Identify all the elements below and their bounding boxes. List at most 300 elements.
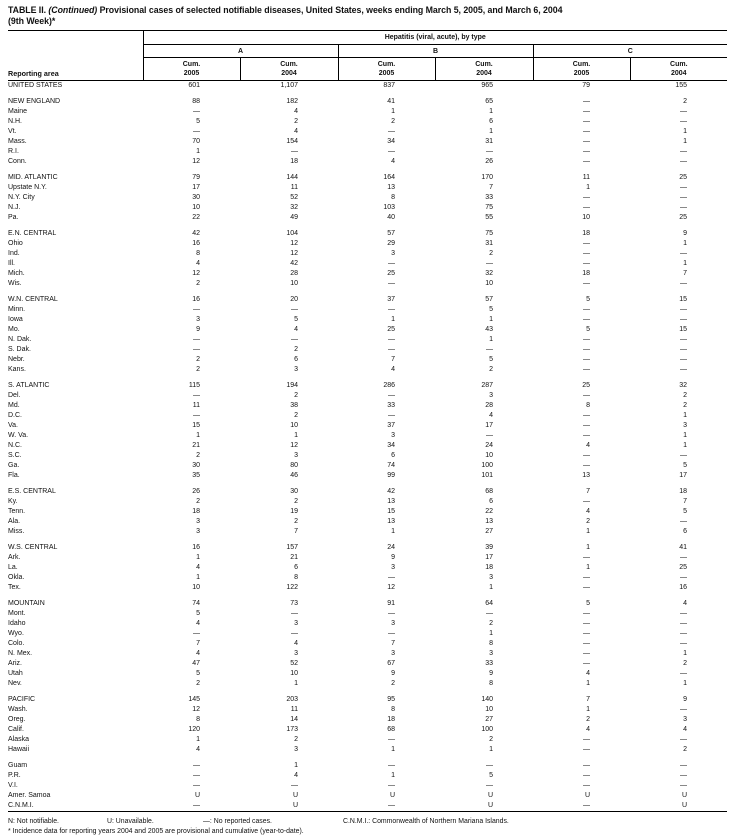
value-cell: 7: [294, 528, 298, 535]
area-cell: Ariz.: [8, 660, 22, 667]
value-cell: 52: [290, 660, 298, 667]
value-cell: 75: [485, 230, 493, 237]
table-row: [8, 213, 727, 223]
value-cell: 2: [489, 366, 493, 373]
value-cell: 46: [290, 472, 298, 479]
table-row: [8, 705, 727, 715]
value-cell: 10: [485, 280, 493, 287]
value-cell: —: [680, 452, 688, 459]
value-cell: 8: [489, 640, 493, 647]
value-cell: 18: [485, 564, 493, 571]
value-cell: 115: [188, 382, 200, 389]
value-cell: 16: [192, 296, 200, 303]
value-cell: 37: [387, 296, 395, 303]
table-row: [8, 345, 727, 355]
subgroup-header-a: A: [143, 45, 338, 58]
value-cell: 30: [192, 194, 200, 201]
value-cell: 1: [683, 128, 688, 135]
value-cell: 73: [290, 600, 298, 607]
value-cell: 4: [294, 108, 298, 115]
value-cell: 104: [286, 230, 298, 237]
value-cell: —: [583, 158, 590, 165]
value-cell: —: [680, 118, 688, 125]
table-row: [8, 193, 727, 203]
value-cell: 10: [290, 280, 298, 287]
value-cell: —: [680, 366, 688, 373]
value-cell: —: [583, 392, 590, 399]
value-cell: 10: [485, 706, 493, 713]
table-row: [8, 517, 727, 527]
value-cell: 31: [485, 240, 493, 247]
value-cell: —: [583, 610, 590, 617]
value-cell: 155: [675, 82, 688, 89]
value-cell: 3: [391, 620, 395, 627]
table-row: [8, 593, 727, 609]
value-cell: 47: [192, 660, 200, 667]
value-cell: 18: [582, 270, 590, 277]
value-cell: 27: [485, 528, 493, 535]
value-cell: 22: [192, 214, 200, 221]
table-row: [8, 689, 727, 705]
value-cell: 3: [294, 452, 298, 459]
area-cell: N.J.: [8, 204, 21, 211]
area-cell: W.S. CENTRAL: [8, 544, 58, 551]
value-cell: 3: [294, 620, 298, 627]
value-cell: 3: [294, 746, 298, 753]
value-cell: 29: [387, 240, 395, 247]
table-row: [8, 259, 727, 269]
value-cell: —: [680, 772, 688, 779]
value-cell: 18: [387, 716, 395, 723]
value-cell: 33: [485, 660, 493, 667]
value-cell: 2: [391, 118, 395, 125]
table-row: [8, 441, 727, 451]
value-cell: —: [583, 462, 590, 469]
value-cell: 2: [294, 518, 298, 525]
area-cell: Okla.: [8, 574, 25, 581]
value-cell: —: [193, 108, 200, 115]
table-row: [8, 411, 727, 421]
value-cell: 14: [290, 716, 298, 723]
value-cell: 25: [679, 174, 688, 181]
value-cell: 1: [489, 108, 493, 115]
table-row: [8, 537, 727, 553]
value-cell: —: [680, 346, 688, 353]
value-cell: —: [680, 610, 688, 617]
value-cell: 7: [683, 270, 688, 277]
value-cell: 1: [683, 260, 688, 267]
value-cell: 4: [683, 726, 688, 733]
value-cell: 30: [290, 488, 298, 495]
value-cell: —: [583, 280, 590, 287]
value-cell: —: [388, 128, 395, 135]
value-cell: —: [388, 630, 395, 637]
value-cell: 1: [683, 650, 688, 657]
value-cell: 7: [196, 640, 200, 647]
value-cell: 67: [387, 660, 395, 667]
table-row: [8, 553, 727, 563]
value-cell: 1: [196, 736, 200, 743]
value-cell: 16: [192, 544, 200, 551]
value-cell: —: [193, 392, 200, 399]
value-cell: —: [680, 194, 688, 201]
value-cell: —: [388, 762, 395, 769]
value-cell: —: [388, 610, 395, 617]
value-cell: 194: [286, 382, 298, 389]
table-row: [8, 355, 727, 365]
value-cell: 75: [485, 204, 493, 211]
value-cell: 8: [489, 680, 493, 687]
value-cell: —: [388, 148, 395, 155]
area-cell: Colo.: [8, 640, 25, 647]
value-cell: —: [680, 306, 688, 313]
area-cell: R.I.: [8, 148, 19, 155]
area-cell: E.S. CENTRAL: [8, 488, 56, 495]
value-cell: 9: [391, 554, 395, 561]
value-cell: 4: [196, 650, 200, 657]
value-cell: 5: [586, 326, 590, 333]
area-cell: Mich.: [8, 270, 25, 277]
value-cell: 1: [391, 746, 395, 753]
value-cell: —: [388, 346, 395, 353]
table-row: [8, 421, 727, 431]
value-cell: 3: [196, 316, 200, 323]
area-cell: NEW ENGLAND: [8, 98, 61, 105]
table-row: [8, 791, 727, 801]
disease-table: [8, 30, 727, 812]
area-cell: Ala.: [8, 518, 21, 525]
title-table-number: TABLE II.: [8, 5, 49, 15]
value-cell: 12: [290, 250, 298, 257]
value-cell: —: [291, 306, 298, 313]
value-cell: 17: [679, 472, 688, 479]
value-cell: 3: [391, 650, 395, 657]
value-cell: 5: [196, 610, 200, 617]
area-cell: Hawaii: [8, 746, 30, 753]
cum-header-c-2005: Cum. 2005: [533, 58, 630, 81]
footnote-legend: [8, 817, 727, 827]
area-cell: Minn.: [8, 306, 26, 313]
table-row: [8, 223, 727, 239]
value-cell: 32: [290, 204, 298, 211]
value-cell: 2: [586, 518, 590, 525]
area-cell: La.: [8, 564, 18, 571]
value-cell: 4: [683, 600, 688, 607]
value-cell: 1: [683, 680, 688, 687]
value-cell: 2: [196, 680, 200, 687]
value-cell: 41: [679, 544, 688, 551]
value-cell: 11: [192, 402, 200, 409]
value-cell: 144: [286, 174, 298, 181]
area-cell: N. Mex.: [8, 650, 33, 657]
value-cell: 11: [582, 174, 590, 181]
value-cell: —: [680, 736, 688, 743]
area-cell: C.N.M.I.: [8, 802, 34, 809]
value-cell: —: [680, 706, 688, 713]
area-cell: Tex.: [8, 584, 21, 591]
value-cell: 2: [294, 392, 298, 399]
value-cell: 91: [387, 600, 395, 607]
area-cell: D.C.: [8, 412, 22, 419]
value-cell: —: [583, 452, 590, 459]
legend-cnmi: C.N.M.I.: Commonwealth of Northern Mariana Islands.: [343, 818, 509, 825]
value-cell: 5: [683, 462, 688, 469]
value-cell: —: [291, 336, 298, 343]
subgroup-header-b: B: [338, 45, 533, 58]
table-row: [8, 375, 727, 391]
area-cell: Maine: [8, 108, 28, 115]
value-cell: —: [583, 366, 590, 373]
table-row: [8, 573, 727, 583]
title-line-2: (9th Week)*: [8, 16, 56, 26]
area-cell: W. Va.: [8, 432, 29, 439]
value-cell: —: [388, 736, 395, 743]
value-cell: 3: [683, 716, 688, 723]
value-cell: —: [583, 630, 590, 637]
value-cell: 2: [489, 736, 493, 743]
value-cell: 4: [196, 564, 200, 571]
area-cell: MOUNTAIN: [8, 600, 45, 607]
value-cell: 10: [290, 422, 298, 429]
value-cell: —: [388, 336, 395, 343]
value-cell: —: [583, 118, 590, 125]
value-cell: 1: [391, 528, 395, 535]
value-cell: —: [193, 306, 200, 313]
value-cell: 30: [192, 462, 200, 469]
value-cell: —: [193, 630, 200, 637]
value-cell: 3: [391, 564, 395, 571]
value-cell: 8: [196, 716, 200, 723]
value-cell: 2: [586, 716, 590, 723]
table-row: [8, 279, 727, 289]
value-cell: —: [680, 762, 688, 769]
value-cell: 1: [489, 584, 493, 591]
value-cell: —: [583, 584, 590, 591]
value-cell: 12: [192, 270, 200, 277]
value-cell: 2: [196, 280, 200, 287]
area-cell: Upstate N.Y.: [8, 184, 47, 191]
area-cell: Kans.: [8, 366, 26, 373]
value-cell: 1: [196, 554, 200, 561]
value-cell: —: [680, 356, 688, 363]
area-cell: Nebr.: [8, 356, 25, 363]
table-row: [8, 527, 727, 537]
value-cell: 2: [391, 680, 395, 687]
area-cell: Tenn.: [8, 508, 26, 515]
value-cell: 287: [481, 382, 493, 389]
value-cell: —: [388, 412, 395, 419]
value-cell: 49: [290, 214, 298, 221]
value-cell: —: [680, 630, 688, 637]
area-cell: Ky.: [8, 498, 18, 505]
table-row: [8, 679, 727, 689]
value-cell: 5: [489, 306, 493, 313]
title-continued-label: (Continued): [48, 5, 98, 15]
area-cell: Mo.: [8, 326, 20, 333]
value-cell: 18: [290, 158, 298, 165]
value-cell: 1: [586, 184, 590, 191]
value-cell: 9: [683, 696, 688, 703]
value-cell: 3: [391, 432, 395, 439]
value-cell: 6: [489, 498, 493, 505]
table-row: [8, 157, 727, 167]
value-cell: 1: [586, 544, 590, 551]
table-row: [8, 669, 727, 679]
value-cell: 182: [286, 98, 298, 105]
value-cell: —: [583, 802, 590, 809]
value-cell: 13: [387, 498, 395, 505]
value-cell: —: [486, 782, 493, 789]
value-cell: —: [583, 782, 590, 789]
area-cell: Utah: [8, 670, 23, 677]
legend-unavailable: U: Unavailable.: [107, 818, 154, 825]
area-cell: Oreg.: [8, 716, 26, 723]
value-cell: 11: [290, 706, 298, 713]
table-row: [8, 325, 727, 335]
value-cell: 170: [481, 174, 493, 181]
value-cell: 5: [586, 296, 590, 303]
table-row: [8, 401, 727, 411]
value-cell: 28: [485, 402, 493, 409]
value-cell: 13: [387, 184, 395, 191]
reporting-area-header: Reporting area: [8, 31, 143, 81]
value-cell: 25: [679, 214, 688, 221]
area-cell: Nev.: [8, 680, 22, 687]
value-cell: 1,107: [280, 82, 298, 89]
table-row: [8, 755, 727, 771]
value-cell: —: [583, 574, 590, 581]
value-cell: 12: [290, 240, 298, 247]
area-cell: P.R.: [8, 772, 21, 779]
value-cell: —: [193, 336, 200, 343]
value-cell: 2: [196, 356, 200, 363]
value-cell: 2: [683, 98, 688, 105]
value-cell: —: [680, 158, 688, 165]
area-cell: S. Dak.: [8, 346, 31, 353]
value-cell: 8: [294, 574, 298, 581]
table-row: [8, 249, 727, 259]
value-cell: 42: [387, 488, 395, 495]
value-cell: 5: [586, 600, 590, 607]
value-cell: 10: [485, 452, 493, 459]
page-title: [8, 5, 727, 27]
value-cell: 21: [192, 442, 200, 449]
value-cell: —: [680, 108, 688, 115]
value-cell: 6: [391, 452, 395, 459]
value-cell: 4: [294, 326, 298, 333]
value-cell: 28: [290, 270, 298, 277]
value-cell: 4: [586, 508, 590, 515]
value-cell: 9: [489, 670, 493, 677]
value-cell: 2: [489, 620, 493, 627]
value-cell: 99: [387, 472, 395, 479]
value-cell: —: [583, 260, 590, 267]
table-row: [8, 269, 727, 279]
value-cell: —: [193, 346, 200, 353]
value-cell: —: [193, 782, 200, 789]
area-cell: UNITED STATES: [8, 82, 63, 89]
value-cell: 70: [192, 138, 200, 145]
value-cell: 12: [290, 442, 298, 449]
value-cell: 2: [294, 498, 298, 505]
value-cell: —: [583, 316, 590, 323]
value-cell: 68: [485, 488, 493, 495]
value-cell: 6: [489, 118, 493, 125]
table-row: [8, 431, 727, 441]
area-cell: Vt.: [8, 128, 17, 135]
value-cell: —: [583, 660, 590, 667]
area-cell: Conn.: [8, 158, 27, 165]
value-cell: 88: [192, 98, 200, 105]
value-cell: 12: [387, 584, 395, 591]
value-cell: —: [193, 772, 200, 779]
value-cell: —: [680, 184, 688, 191]
table-row: [8, 183, 727, 193]
value-cell: 601: [188, 82, 200, 89]
value-cell: 4: [196, 620, 200, 627]
value-cell: —: [583, 204, 590, 211]
value-cell: 2: [294, 412, 298, 419]
value-cell: U: [292, 792, 298, 799]
value-cell: 18: [679, 488, 688, 495]
value-cell: —: [486, 432, 493, 439]
value-cell: —: [193, 412, 200, 419]
value-cell: 7: [391, 640, 395, 647]
table-row: [8, 167, 727, 183]
table-row: [8, 451, 727, 461]
value-cell: —: [291, 782, 298, 789]
value-cell: —: [486, 148, 493, 155]
area-cell: Md.: [8, 402, 20, 409]
table-row: [8, 583, 727, 593]
value-cell: 32: [679, 382, 688, 389]
value-cell: 13: [387, 518, 395, 525]
value-cell: 9: [391, 670, 395, 677]
value-cell: 10: [192, 204, 200, 211]
value-cell: 7: [489, 184, 493, 191]
table-row: [8, 801, 727, 812]
table-row: [8, 735, 727, 745]
table-row: [8, 315, 727, 325]
area-cell: Miss.: [8, 528, 25, 535]
value-cell: U: [292, 802, 298, 809]
value-cell: 122: [286, 584, 298, 591]
value-cell: —: [680, 518, 688, 525]
value-cell: 2: [294, 736, 298, 743]
value-cell: 1: [489, 128, 493, 135]
value-cell: 3: [294, 650, 298, 657]
value-cell: 38: [290, 402, 298, 409]
value-cell: —: [680, 280, 688, 287]
value-cell: —: [193, 802, 200, 809]
value-cell: 154: [286, 138, 298, 145]
value-cell: —: [680, 148, 688, 155]
value-cell: 9: [196, 326, 200, 333]
value-cell: 12: [192, 158, 200, 165]
value-cell: 40: [387, 214, 395, 221]
area-cell: Guam: [8, 762, 28, 769]
area-cell: N. Dak.: [8, 336, 32, 343]
value-cell: 7: [391, 356, 395, 363]
value-cell: 32: [485, 270, 493, 277]
value-cell: 4: [391, 158, 395, 165]
value-cell: 1: [391, 772, 395, 779]
value-cell: 3: [294, 366, 298, 373]
value-cell: 11: [290, 184, 298, 191]
value-cell: 2: [683, 392, 688, 399]
footnotes: [8, 817, 727, 836]
value-cell: 8: [196, 250, 200, 257]
